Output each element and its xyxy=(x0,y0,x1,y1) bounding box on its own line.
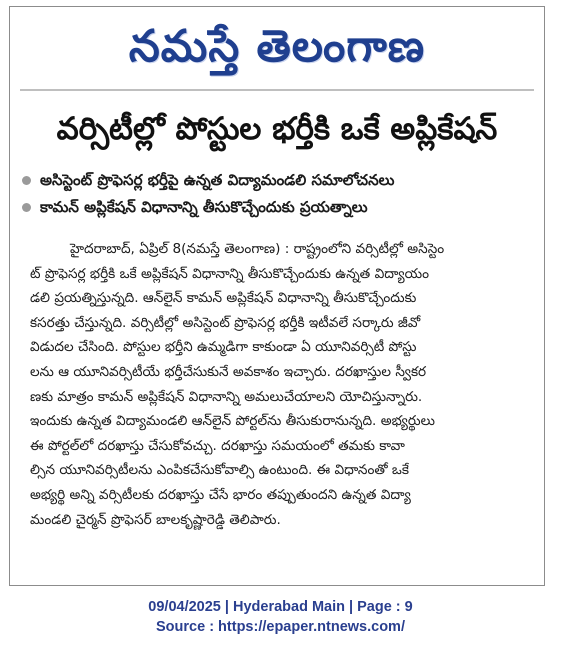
article-body-line: ల్సిన యూనివర్సిటీలను ఎంపికచేసుకోవాల్సి ఉంటుంది. ఈ విధానంతో ఒకే xyxy=(30,462,409,479)
subheadline-item xyxy=(22,167,534,194)
divider xyxy=(20,89,534,91)
article-body-line: ఈ పోర్టల్‌లో దరఖాస్తు చేసుకోవచ్చు. దరఖాస్తు సమయంలో తమకు కావా xyxy=(30,437,405,454)
article-body-line: ఇందుకు ఉన్నత విద్యామండలి ఆన్‌లైన్ పోర్టల్‌ను తీసుకురానున్నది. అభ్యర్థులు xyxy=(30,413,435,430)
edition-info: 09/04/2025 | Hyderabad Main | Page : 9 xyxy=(148,599,413,615)
article-body-line: ణకు మాత్రం కామన్ అప్లికేషన్ విధానాన్ని అమలుచేయాలని యోచిస్తున్నారు. xyxy=(30,388,423,405)
masthead xyxy=(10,15,544,79)
article-headline: వర్సిటీల్లో పోస్టుల భర్తీకి ఒకే అప్లికేషన్ xyxy=(56,111,498,147)
bullet-icon xyxy=(22,176,31,185)
article-body-line: మండలి చైర్మన్ ప్రొఫెసర్ బాలకృష్ణారెడ్డి తెలిపారు. xyxy=(30,511,281,528)
subheadline-list xyxy=(22,167,534,221)
article-body xyxy=(30,237,522,532)
article-body-line: హైదరాబాద్, ఏప్రిల్ 8(నమస్తే తెలంగాణ) : రాష్ట్రంలోని వర్సిటీల్లో అసిస్టెం xyxy=(70,241,445,257)
source-url: Source : https://epaper.ntnews.com/ xyxy=(156,619,405,635)
article-body-line: కసరత్తు చేస్తున్నది. వర్సిటీల్లో అసిస్టెంట్ ప్రొఫెసర్ల భర్తీకి ఇటీవలే సర్కారు జీవో xyxy=(30,314,421,331)
article-body-line: డలి ప్రయత్నిస్తున్నది. ఆన్‌లైన్ కామన్ అప్లికేషన్ విధానాన్ని తీసుకొచ్చేందుకు xyxy=(30,290,417,307)
article-body-line: అభ్యర్థి అన్ని వర్సిటీలకు దరఖాస్తు చేసే భారం తప్పుతుందని ఉన్నత విద్యా xyxy=(30,486,411,503)
subheadline-text: అసిస్టెంట్ ప్రొఫెసర్ల భర్తీపై ఉన్నత విద్యామండలి సమాలోచనలు xyxy=(40,171,395,189)
source-footer xyxy=(0,597,561,637)
article-body-line: విడుదల చేసింది. పోస్టుల భర్తీని ఉమ్మడిగా కాకుండా ఏ యూనివర్సిటీ పోస్టు xyxy=(30,339,417,356)
masthead-logo: నమస్తే తెలంగాణ xyxy=(128,21,426,72)
bullet-icon xyxy=(22,203,31,212)
newspaper-clipping xyxy=(9,6,545,586)
subheadline-text: కామన్ అప్లికేషన్ విధానాన్ని తీసుకొచ్చేందుకు ప్రయత్నాలు xyxy=(40,198,368,216)
article-body-line: ట్ ప్రొఫెసర్ల భర్తీకి ఒకే అప్లికేషన్ విధానాన్ని తీసుకొచ్చేందుకు ఉన్నత విద్యాయం xyxy=(30,265,429,282)
subheadline-item xyxy=(22,194,534,221)
article-body-line: లను ఆ యూనివర్సిటీయే భర్తీచేసుకునే అవకాశం ఇచ్చారు. దరఖాస్తుల స్వీకర xyxy=(30,363,427,380)
